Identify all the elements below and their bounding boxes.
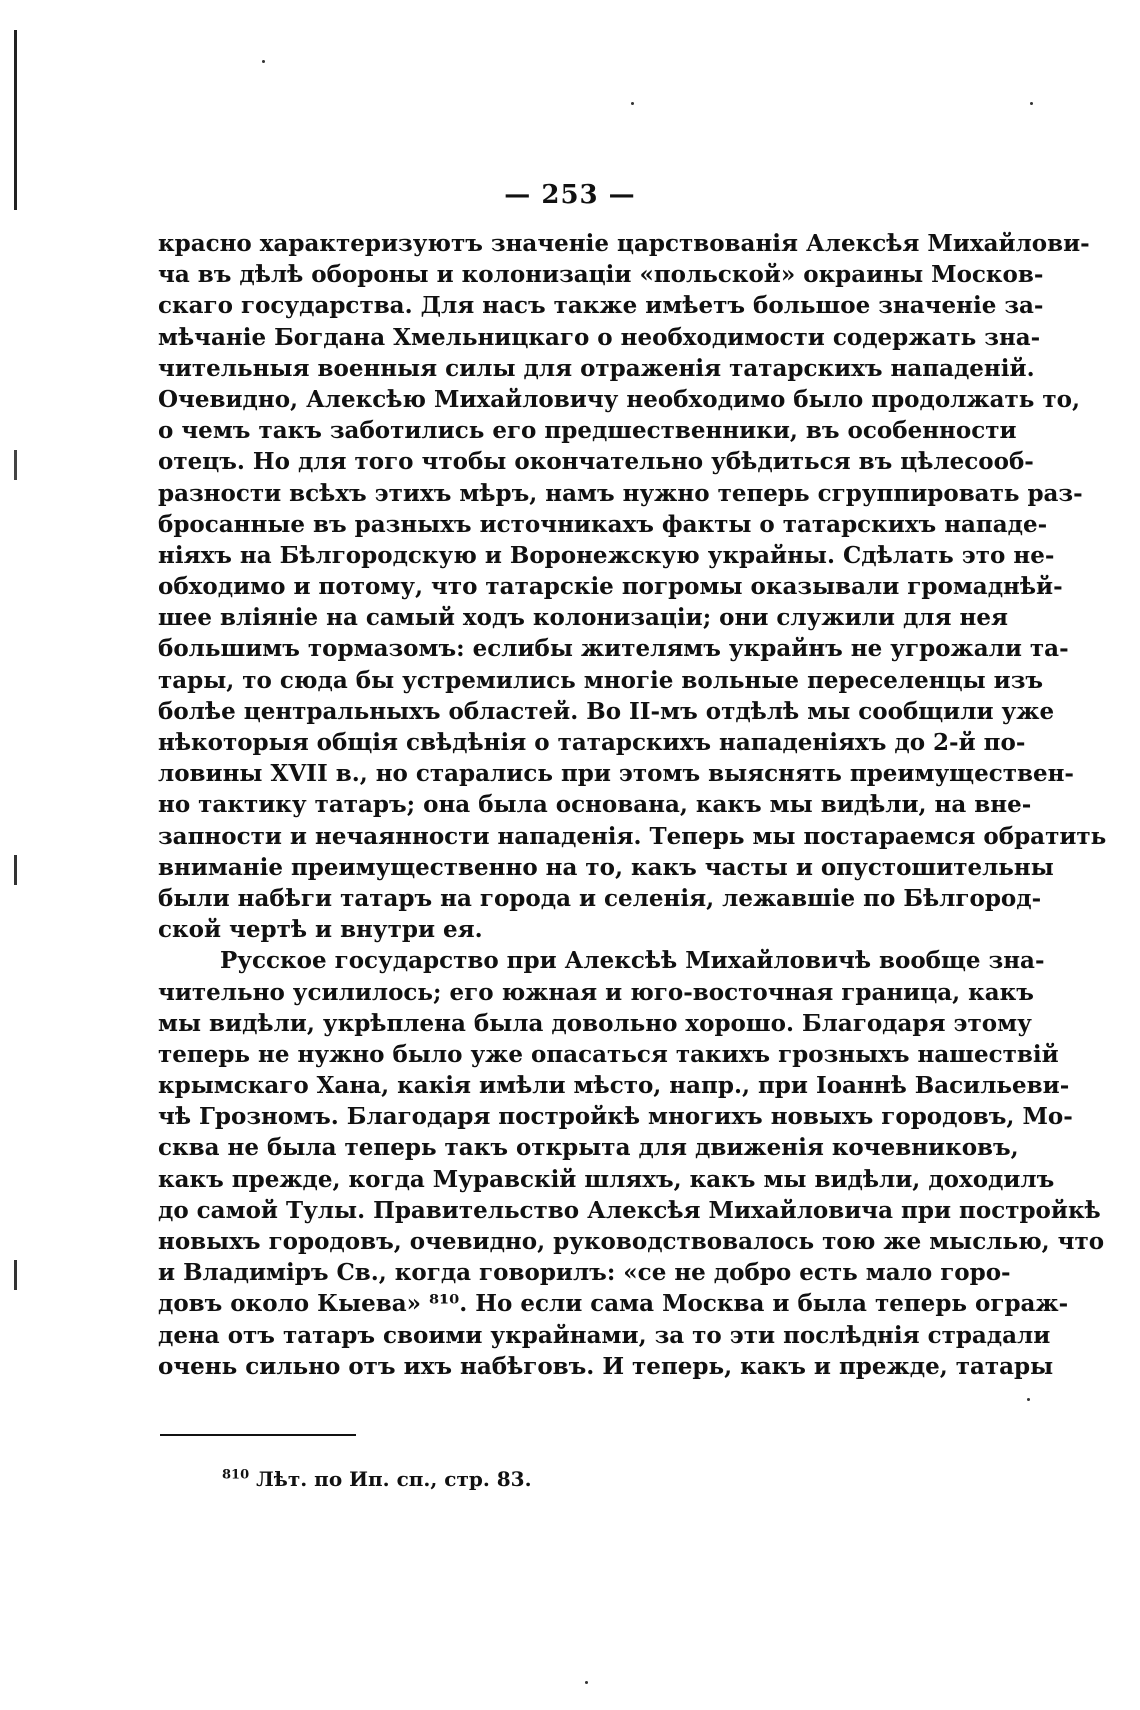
scan-speck: [631, 102, 634, 105]
scan-edge-shadow: [14, 30, 17, 1530]
text-line: тары, то сюда бы устремились многіе вольные переселенцы изъ: [158, 666, 1044, 694]
text-line: скаго государства. Для насъ также имѣетъ большое значеніе за-: [158, 292, 1044, 320]
page-number: — 253 —: [504, 180, 636, 210]
text-line: сква не была теперь такъ открыта для движенія кочевниковъ,: [158, 1134, 1019, 1162]
text-line: до самой Тулы. Правительство Алексѣя Михайловича при постройкѣ: [158, 1196, 1101, 1224]
text-line: отецъ. Но для того чтобы окончательно убѣдиться въ цѣлесооб-: [158, 448, 1034, 476]
text-line: новыхъ городовъ, очевидно, руководствовалось тою же мыслью, что: [158, 1228, 1105, 1255]
text-line: болѣе центральныхъ областей. Во II-мъ отдѣлѣ мы сообщили уже: [158, 697, 1055, 725]
scan-speck: [1027, 1398, 1030, 1401]
text-line: дена отъ татаръ своими украйнами, за то эти послѣднія страдали: [158, 1321, 1051, 1349]
text-line: Русское государство при Алексѣѣ Михайловичѣ вообще зна-: [220, 947, 1045, 975]
text-line: вниманіе преимущественно на то, какъ часты и опустошительны: [158, 853, 1054, 881]
text-line: крымскаго Хана, какія имѣли мѣсто, напр., при Іоаннѣ Васильеви-: [158, 1072, 1070, 1100]
footnote-marker: 810: [222, 1467, 250, 1483]
main-text: [158, 228, 1107, 1382]
text-line: большимъ тормазомъ: еслибы жителямъ украйнъ не угрожали та-: [158, 635, 1069, 663]
text-line: запности и нечаянности нападенія. Теперь мы постараемся обратить: [158, 822, 1107, 850]
text-line: очень сильно отъ ихъ набѣговъ. И теперь, какъ и прежде, татары: [158, 1352, 1054, 1380]
scan-speck: [1030, 102, 1033, 105]
text-line: мы видѣли, укрѣплена была довольно хорошо. Благодаря этому: [158, 1009, 1032, 1037]
text-line: Очевидно, Алексѣю Михайловичу необходимо было продолжать то,: [158, 385, 1080, 413]
scan-speck: [262, 60, 265, 63]
text-line: нѣкоторыя общія свѣдѣнія о татарскихъ нападеніяхъ до 2-й по-: [158, 729, 1026, 756]
text-line: красно характеризуютъ значеніе царствованія Алексѣя Михайлови-: [158, 230, 1090, 257]
footnote: [222, 1467, 532, 1491]
footnote-separator: [160, 1434, 356, 1436]
text-line: ча въ дѣлѣ обороны и колонизаціи «польской» окраины Москов-: [158, 261, 1044, 289]
text-line: и Владиміръ Св., когда говорилъ: «се не добро есть мало горо-: [158, 1259, 1011, 1287]
text-line: разности всѣхъ этихъ мѣръ, намъ нужно теперь сгруппировать раз-: [158, 479, 1083, 507]
text-line: обходимо и потому, что татарскіе погромы оказывали громаднѣй-: [158, 573, 1063, 601]
text-line: ловины XVII в., но старались при этомъ выяснять преимуществен-: [158, 760, 1074, 788]
text-line: теперь не нужно было уже опасаться такихъ грозныхъ нашествій: [158, 1040, 1059, 1068]
text-line: но тактику татаръ; она была основана, какъ мы видѣли, на вне-: [158, 791, 1032, 819]
footnote-text: Лѣт. по Ип. сп., стр. 83.: [256, 1467, 532, 1491]
text-line: бросанные въ разныхъ источникахъ факты о татарскихъ нападе-: [158, 510, 1048, 538]
text-line: чительныя военныя силы для отраженія татарскихъ нападеній.: [158, 354, 1035, 382]
text-line: были набѣги татаръ на города и селенія, лежавшіе по Бѣлгород-: [158, 884, 1042, 912]
text-line: шее вліяніе на самый ходъ колонизаціи; они служили для нея: [158, 604, 1008, 632]
scan-speck: [585, 1681, 588, 1684]
text-line: мѣчаніе Богдана Хмельницкаго о необходимости содержать зна-: [158, 323, 1041, 351]
text-line: довъ около Кыева» ⁸¹⁰. Но если сама Москва и была теперь ограж-: [158, 1290, 1069, 1318]
text-line: ской чертѣ и внутри ея.: [158, 916, 483, 944]
text-line: чительно усилилось; его южная и юго-восточная граница, какъ: [158, 978, 1034, 1006]
text-line: ніяхъ на Бѣлгородскую и Воронежскую украйны. Сдѣлать это не-: [158, 541, 1055, 569]
text-line: какъ прежде, когда Муравскій шляхъ, какъ мы видѣли, доходилъ: [158, 1165, 1055, 1193]
text-line: чѣ Грозномъ. Благодаря постройкѣ многихъ новыхъ городовъ, Мо-: [158, 1103, 1073, 1131]
text-line: о чемъ такъ заботились его предшественники, въ особенности: [158, 417, 1017, 445]
